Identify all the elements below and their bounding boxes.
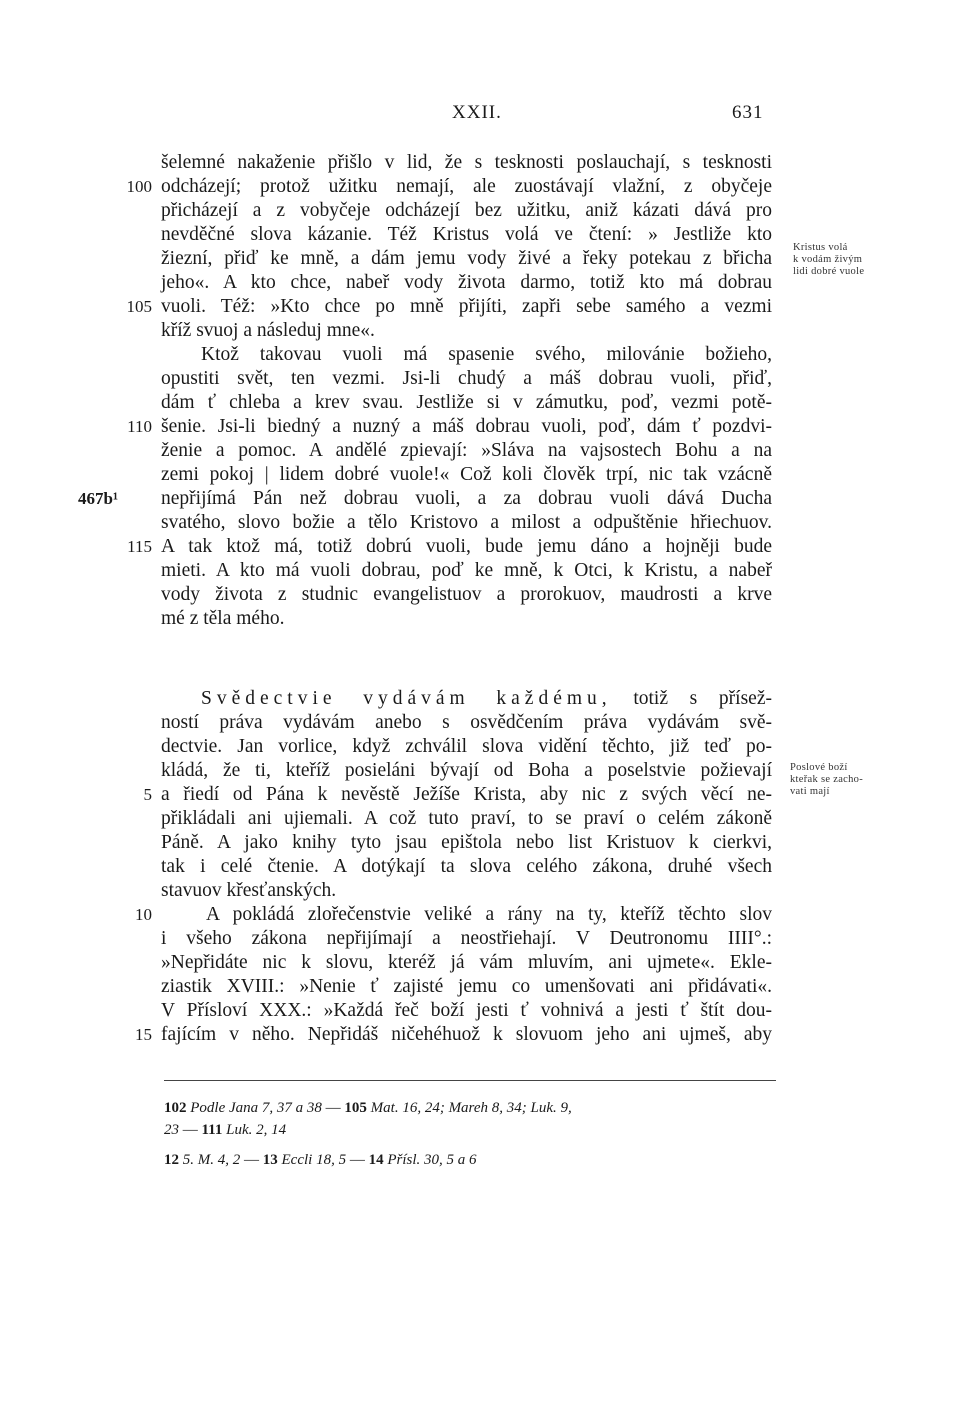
text-line: fajícím v něho. Nepřidáš ničehéhuož k slovuom jeho ani ujmeš, aby [161,1024,772,1045]
footnote-reference: 5. M. 4, 2 [182,1152,241,1168]
text-line: ženie a pomoc. A andělé zpievají: »Sláva na vajsostech Bohu a na [161,440,772,461]
spaced-opening-words: Svědectvie vydávám každému, [201,688,612,709]
footnote-number: 14 [368,1152,388,1168]
text-line: vuoli. Též: »Kto chce po mně přijíti, zapři sebe samého a vezmi [161,296,772,317]
footnote-reference: Luk. 2, 14 [226,1122,287,1138]
text-line: nevděčné slova kázanie. Též Kristus volá ve čtení: » Jestliže kto [161,224,772,245]
margin-note-line: Kristus volá [793,242,848,253]
footnote-number: 111 [201,1122,227,1138]
text-line: opustiti svět, ten vezmi. Jsi-li chudý a máš dobrau vuoli, přiď, [161,368,772,389]
text-line: vody života z studnic evangelistuov a prorokuov, maudrosti a krve [161,584,772,605]
page-number: 631 [732,102,764,123]
footnote-reference: — [240,1152,263,1168]
footnote-reference: Přísl. 30, 5 a 6 [387,1152,477,1168]
footnote-number: 13 [262,1152,282,1168]
text-line: Páně. A jako knihy tyto jsau epištola nebo list Kristuov k cierkvi, [161,832,772,853]
text-line: mé z těla mého. [161,608,285,629]
footnote-reference: — [321,1100,345,1116]
text-line: žiezní, přiď ke mně, a dám jemu vody živé a řeky potekau z břicha [161,248,772,269]
text-line: i všeho zákona nepřijímají a neostřiehají. V Deutronomu IIII°.: [161,928,772,949]
footnote-reference: — [179,1122,202,1138]
footnote-line-2 [164,1119,776,1141]
footnote-line-3 [164,1149,776,1171]
margin-note-line: kteřak se zacho- [790,774,864,785]
text-line: dectvie. Jan vorlice, když zchválil slova vidění těchto, již teď po- [161,736,772,757]
running-head-chapter: XXII. [452,102,502,123]
margin-note-line: Poslové boží [790,762,848,773]
text-line: dám ť chleba a krev svau. Jestliže si v zámutku, poď, vezmi potě- [161,392,772,413]
text-line: A pokládá zlořečenstvie veliké a rány na ty, kteříž těchto slov [206,904,772,925]
line-number: 10 [135,905,152,924]
footnote-reference: 23 [164,1122,179,1138]
footnote-number: 102 [164,1100,191,1116]
line-number: 115 [127,537,152,556]
footnote-line-1 [164,1097,776,1119]
text-line: stavuov křesťanských. [161,880,337,901]
footnote-reference: Eccli 18, 5 [281,1152,347,1168]
text-line: »Nepřidáte nic k slovu, kteréž já vám mluvím, ani ujmete«. Ekle- [161,952,772,973]
footnote-rule [164,1080,776,1081]
text-line: Ktož takovau vuoli má spasenie svého, milovánie božieho, [201,344,772,365]
opening-line-rest: totiž s přísež- [611,688,772,709]
text-line: tak i celé čtenie. A dotýkají ta slova celého zákona, druhé všech [161,856,772,877]
line-number: 15 [135,1025,152,1044]
margin-note-line: vati mají [790,786,830,797]
line-number: 110 [127,417,152,436]
line-number: 105 [126,297,152,316]
line-number: 5 [143,785,152,804]
footnote-reference: Mat. 16, 24; Mareh 8, 34; Luk. 9, [370,1100,572,1116]
section-two-opening-line [201,687,772,711]
margin-note-line: k vodám živým [793,254,863,265]
text-line: šenie. Jsi-li biedný a nuzný a máš dobrau vuoli, poď, dám ť pozdvi- [161,416,772,437]
text-line: přikládali ani ujiemali. A což tuto praví, to se praví o celém zákoně [161,808,772,829]
text-line: šelemné nakaženie přišlo v lid, že s tesknosti poslauchají, s tesknosti [161,152,772,173]
line-number: 100 [126,177,152,196]
text-line: kládá, že ti, kteříž posieláni bývají od Boha a poselstvie požievají [161,760,772,781]
text-line: ností práva vydávám anebo s osvědčením práva vydávám svě- [161,712,772,733]
footnote-reference: — [346,1152,369,1168]
footnote-number: 12 [164,1152,183,1168]
text-line: A tak ktož má, totiž dobrú vuoli, bude jemu dáno a hojněji bude [161,536,772,557]
text-line: kříž svuoj a následuj mne«. [161,320,375,341]
text-line: jeho«. A kto chce, nabeř vody života darmo, totiž kto má dobrau [161,272,772,293]
footnote-reference: Podle Jana 7, 37 a 38 [190,1100,322,1116]
text-line: zemi pokoj | lidem dobré vuole!« Což koli člověk trpí, nic tak vzácně [161,464,772,485]
text-line: přicházejí a z vobyčeje odcházejí bez užitku, aniž kázati dává pro [161,200,772,221]
text-line: nepřijímá Pán než dobrau vuoli, a za dobrau vuoli dává Ducha [161,488,772,509]
footnote-number: 105 [344,1100,371,1116]
margin-note-line: lidi dobré vuole [793,266,865,277]
folio-mark: 467b¹ [78,489,119,508]
text-line: a řiedí od Pána k nevěstě Ježíše Krista, aby nic z svých věcí ne- [161,784,772,805]
text-line: ziastik XVIII.: »Nenie ť zajisté jemu co umenšovati ani přidávati«. [161,976,772,997]
text-line: mieti. A kto má vuoli dobrau, poď ke mně, k Otci, k Kristu, a nabeř [161,560,772,581]
text-line: svatého, slovo božie a tělo Kristovo a milost a odpuštěnie hřiechuov. [161,512,772,533]
text-line: odcházejí; protož užitku nemají, ale zuostávají vlažní, z obyčeje [161,176,772,197]
text-line: V Přísloví XXX.: »Každá řeč boží jesti ť vohnivá a jesti ť štít dou- [161,1000,772,1021]
